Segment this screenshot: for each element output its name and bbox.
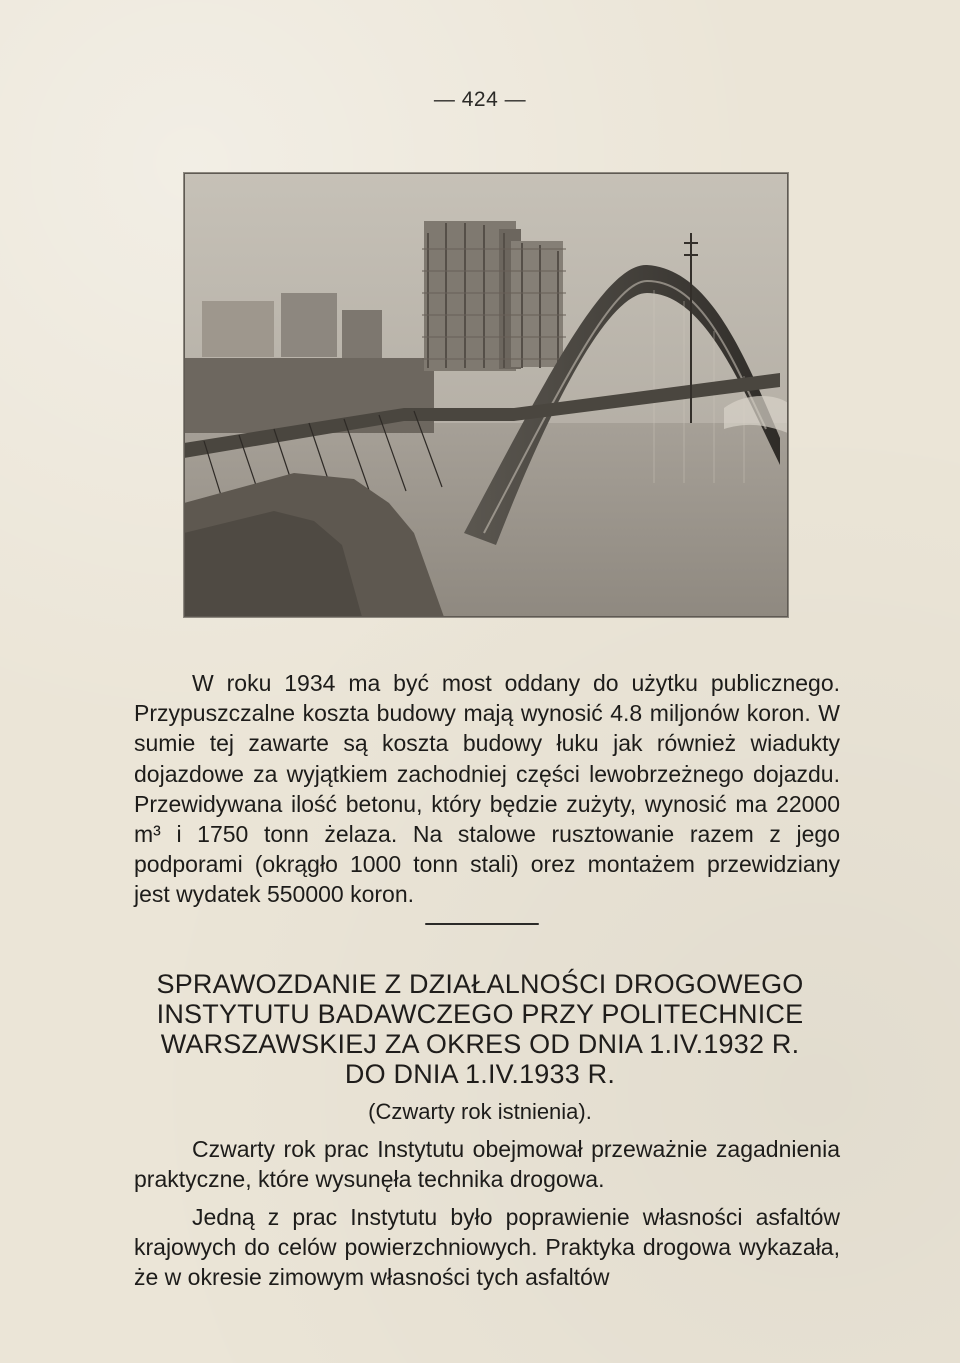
section-paragraph-2: Jedną z prac Instytutu było poprawienie własności asfaltów krajowych do celów powierzchniowych. Praktyka drogowa wykazała, że w okresie zimowym własności tych asfaltów [134, 1204, 840, 1290]
page-number: — 424 — [433, 88, 527, 111]
article-paragraph-1-text: W roku 1934 ma być most oddany do użytku publicznego. Przypuszczalne koszta budowy mają wynosić 4.8 miljonów koron. W sumie tej zawarte są koszta budowy łuku jak również wiadukty dojazdowe za wyjątkiem zachodniej części lewobrzeżnego dojazdu. Przewidywana ilość betonu, który będzie zużyty, wynosić ma 22000 m³ i 1750 tonn żelaza. Na stalowe rusztowanie razem z jego podporami (okrągło 1000 tonn stali) orez montażem przewidziany jest wydatek 550000 koron. [134, 670, 840, 908]
section-subtitle: (Czwarty rok istnienia). [368, 1099, 592, 1124]
bridge-photo [183, 172, 789, 618]
bridge-construction-photo-icon [184, 173, 788, 617]
section-body [134, 1134, 840, 1292]
section-paragraph-1: Czwarty rok prac Instytutu obejmował przeważnie zagadnienia praktyczne, które wysunęła technika drogowa. [134, 1136, 840, 1192]
section-title: SPRAWOZDANIE Z DZIAŁALNOŚCI DROGOWEGO INSTYTUTU BADAWCZEGO PRZY POLITECHNICE WARSZAWSKIEJ ZA OKRES OD DNIA 1.IV.1932 R. DO DNIA 1.IV.1933 R. [156, 969, 804, 1089]
article-paragraph-1 [134, 668, 840, 910]
section-divider [425, 923, 539, 925]
